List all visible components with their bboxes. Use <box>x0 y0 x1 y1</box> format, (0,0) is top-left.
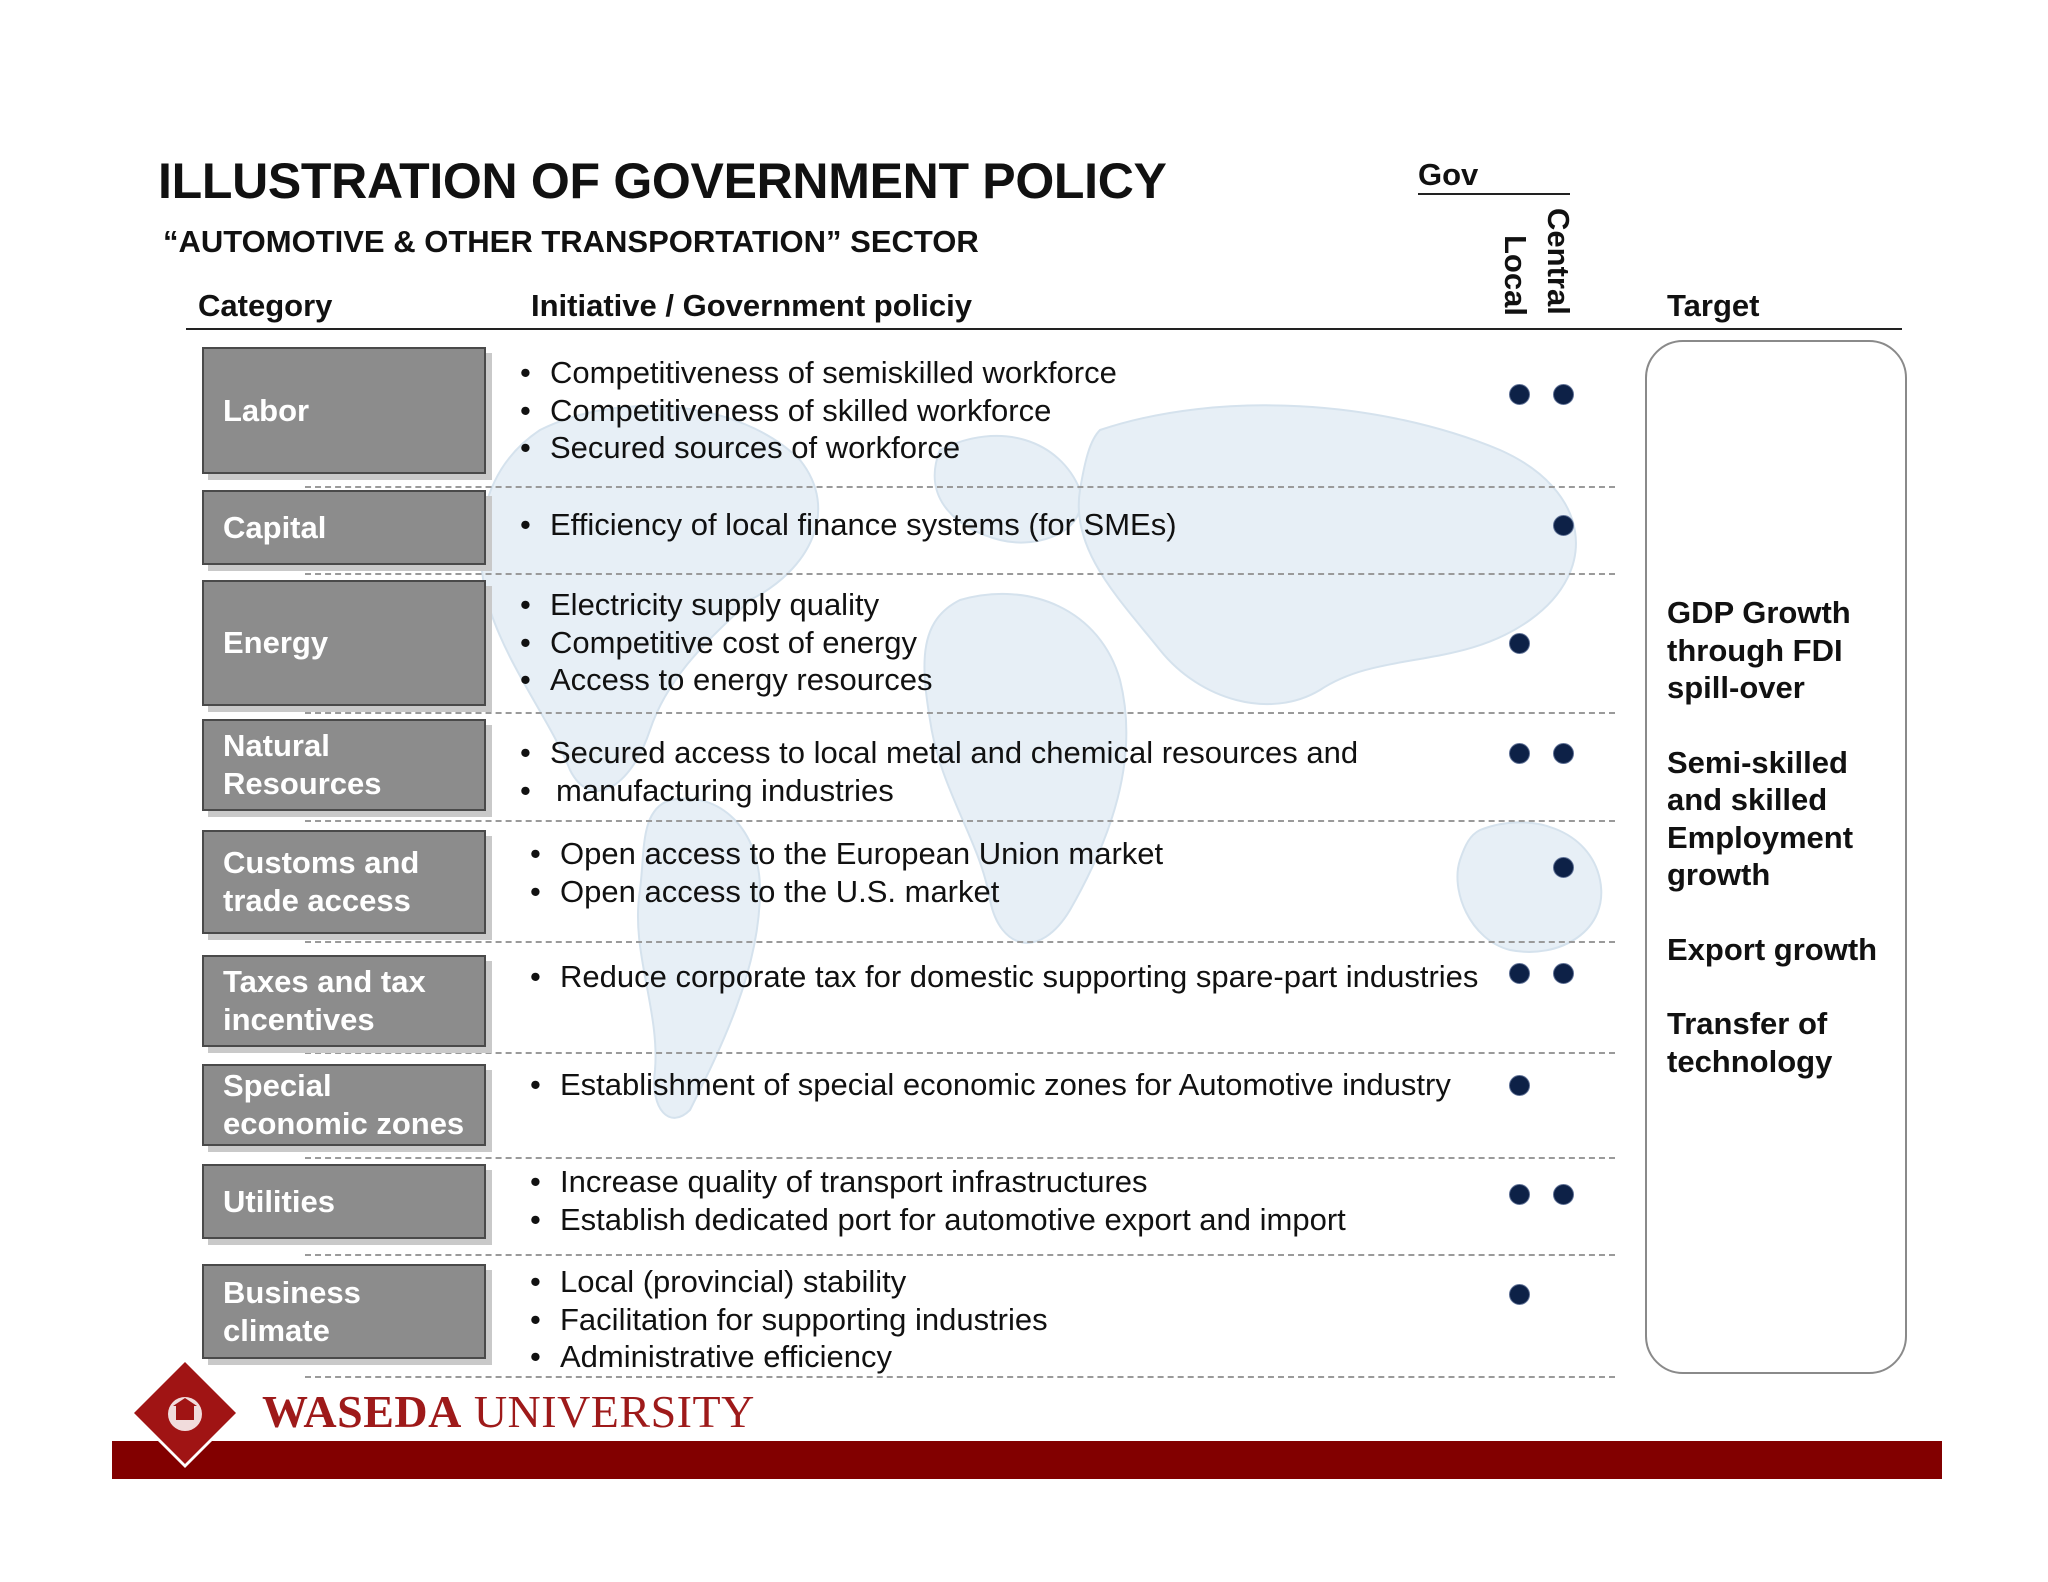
local-dot <box>1509 743 1530 764</box>
target-item: Transfer of technology <box>1667 1006 1833 1079</box>
initiative-item: • Secured access to local metal and chemical resources and <box>520 734 1358 772</box>
page-subtitle: “AUTOMOTIVE & OTHER TRANSPORTATION” SECTOR <box>163 224 979 259</box>
category-label: Labor <box>223 392 310 428</box>
initiative-item: • Electricity supply quality <box>520 586 933 624</box>
category-label: Natural Resources <box>223 728 382 801</box>
central-dot <box>1553 1184 1574 1205</box>
central-dot <box>1553 384 1574 405</box>
category-label: Energy <box>223 625 329 660</box>
initiative-list-business-climate <box>530 1263 1048 1376</box>
column-header-initiative: Initiative / Government policiy <box>531 288 972 323</box>
local-dot <box>1509 633 1530 654</box>
initiative-list-energy <box>520 586 933 699</box>
initiative-list-labor <box>520 354 1117 467</box>
initiative-item: • Competitive cost of energy <box>520 624 933 662</box>
row-divider <box>305 820 1615 822</box>
category-label: Capital <box>223 509 327 545</box>
gov-header-underline <box>1418 193 1570 195</box>
category-box-natural-resources <box>202 719 486 811</box>
initiative-item: • Facilitation for supporting industries <box>530 1301 1048 1339</box>
row-divider <box>305 486 1615 488</box>
row-divider <box>305 941 1615 943</box>
initiative-item: • Increase quality of transport infrastructures <box>530 1163 1346 1201</box>
local-dot <box>1509 384 1530 405</box>
initiative-item: • Reduce corporate tax for domestic supporting spare-part industries <box>530 958 1478 996</box>
initiative-item: • Establishment of special economic zones for Automotive industry <box>530 1066 1451 1104</box>
row-divider <box>305 1157 1615 1159</box>
row-divider <box>305 712 1615 714</box>
initiative-item: • Local (provincial) stability <box>530 1263 1048 1301</box>
gov-header-label: Gov <box>1418 157 1479 192</box>
initiative-item: • Secured sources of workforce <box>520 429 1117 467</box>
initiative-item: • Competitiveness of skilled workforce <box>520 392 1117 430</box>
row-divider <box>305 1052 1615 1054</box>
page-title: ILLUSTRATION OF GOVERNMENT POLICY <box>158 153 1167 209</box>
initiative-item: • Access to energy resources <box>520 661 933 699</box>
initiative-item: • Competitiveness of semiskilled workforce <box>520 354 1117 392</box>
category-label: Customs and trade access <box>223 845 420 918</box>
target-list <box>1667 594 1877 1117</box>
central-dot <box>1553 515 1574 536</box>
category-box-labor <box>202 347 486 474</box>
category-label: Utilities <box>223 1183 335 1219</box>
initiative-list-capital <box>520 506 1177 544</box>
category-box-taxes <box>202 955 486 1047</box>
central-dot <box>1553 743 1574 764</box>
category-box-energy <box>202 580 486 706</box>
initiative-item: • Open access to the U.S. market <box>530 873 1163 911</box>
initiative-item: • Efficiency of local finance systems (for SMEs) <box>520 506 1177 544</box>
category-box-customs <box>202 830 486 934</box>
initiative-item: • Administrative efficiency <box>530 1338 1048 1376</box>
column-header-target: Target <box>1667 288 1760 323</box>
row-divider <box>305 1376 1615 1378</box>
initiative-item: • Open access to the European Union market <box>530 835 1163 873</box>
initiative-list-special-economic-zones <box>530 1066 1451 1104</box>
target-item: GDP Growth through FDI spill-over <box>1667 595 1851 705</box>
initiative-list-taxes <box>530 958 1478 996</box>
category-label: Special economic zones <box>223 1068 465 1141</box>
category-box-capital <box>202 490 486 565</box>
column-header-local: Local <box>1498 235 1533 316</box>
university-logo-text <box>262 1385 755 1438</box>
footer-bar <box>112 1441 1942 1479</box>
initiative-list-customs <box>530 835 1163 910</box>
header-divider <box>186 328 1902 330</box>
local-dot <box>1509 963 1530 984</box>
local-dot <box>1509 1075 1530 1096</box>
category-box-utilities <box>202 1164 486 1239</box>
initiative-list-natural-resources <box>520 734 1358 809</box>
column-header-category: Category <box>198 288 333 323</box>
initiative-list-utilities <box>530 1163 1346 1238</box>
target-item: Export growth <box>1667 931 1878 967</box>
initiative-continuation: • manufacturing industries <box>520 772 1358 810</box>
category-label: Taxes and tax incentives <box>223 964 426 1037</box>
waseda-emblem-icon <box>128 1356 242 1470</box>
category-box-business-climate <box>202 1264 486 1359</box>
central-dot <box>1553 857 1574 878</box>
column-header-central: Central <box>1541 208 1576 315</box>
initiative-item: • Establish dedicated port for automotive export and import <box>530 1201 1346 1239</box>
local-dot <box>1509 1184 1530 1205</box>
target-item: Semi-skilled and skilled Employment growth <box>1667 744 1854 892</box>
logo-rest-part: UNIVERSITY <box>461 1386 755 1437</box>
logo-bold-part: WASEDA <box>262 1386 462 1437</box>
category-label: Business climate <box>223 1274 361 1348</box>
row-divider <box>305 1254 1615 1256</box>
central-dot <box>1553 963 1574 984</box>
row-divider <box>305 573 1615 575</box>
category-box-special-economic-zones <box>202 1064 486 1146</box>
local-dot <box>1509 1284 1530 1305</box>
